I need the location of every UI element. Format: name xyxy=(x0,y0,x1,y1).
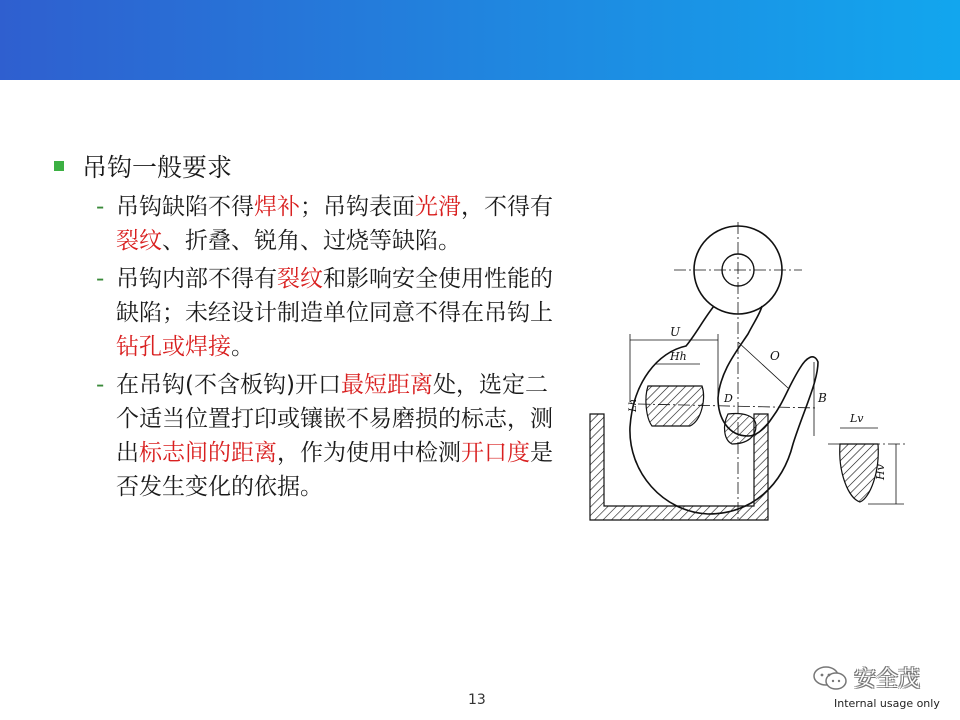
highlight-text: 焊补 xyxy=(254,194,300,220)
text-run: 、折叠、锐角、过烧等缺陷。 xyxy=(162,228,461,254)
list-item-3 xyxy=(50,368,570,504)
watermark xyxy=(812,662,920,693)
highlight-text: 钻孔或焊接 xyxy=(116,334,231,360)
label-hh: Hh xyxy=(670,350,687,363)
paragraph-2 xyxy=(116,262,556,364)
text-run: 处，选定二个适当位置打印或镶嵌不易磨损的标志，测出 xyxy=(116,372,553,466)
text-run: ；吊钩表面 xyxy=(300,194,415,220)
text-run: 吊钩缺陷不得 xyxy=(116,194,254,220)
highlight-text: 裂纹 xyxy=(116,228,162,254)
text-run: 。 xyxy=(231,334,254,360)
dash-marker: - xyxy=(96,194,105,220)
label-lh: Lh xyxy=(628,398,639,412)
label-hv: Hv xyxy=(874,464,887,480)
square-bullet-icon xyxy=(54,161,64,171)
heading xyxy=(50,146,570,186)
paragraph-1 xyxy=(116,190,556,258)
section-left xyxy=(646,386,704,426)
text-run: 在吊钩(不含板钩)开口 xyxy=(116,372,341,398)
list-item-1 xyxy=(50,190,570,258)
text-run: 是否发生变化的依据。 xyxy=(116,440,553,500)
highlight-text: 裂纹 xyxy=(277,266,323,292)
highlight-text: 开口度 xyxy=(461,440,530,466)
highlight-text: 标志间的距离 xyxy=(139,440,277,466)
section-right xyxy=(725,414,756,445)
dash-marker: - xyxy=(96,266,105,292)
list-item-2 xyxy=(50,262,570,364)
label-lv: Lv xyxy=(850,412,864,425)
label-o: O xyxy=(770,349,780,363)
hook-diagram xyxy=(578,222,908,532)
highlight-text: 光滑 xyxy=(415,194,461,220)
chat-bubble-icon xyxy=(812,665,848,691)
heading-text: 吊钩一般要求 xyxy=(82,153,233,182)
paragraph-3 xyxy=(116,368,556,504)
dash-marker: - xyxy=(96,372,105,398)
dim-o xyxy=(738,342,788,388)
text-run: ，不得有 xyxy=(461,194,553,220)
slide-content xyxy=(50,146,570,504)
watermark-text: 安全茂 xyxy=(854,667,921,692)
label-d: D xyxy=(724,392,733,405)
text-run: 吊钩内部不得有 xyxy=(116,266,277,292)
text-run: 和影响安全使用性能的缺陷；未经设计制造单位同意不得在吊钩上 xyxy=(116,266,553,326)
label-u: U xyxy=(670,325,681,339)
header-banner xyxy=(0,0,960,80)
section-vertical xyxy=(840,444,879,502)
text-run: ，作为使用中检测 xyxy=(277,440,461,466)
highlight-text: 最短距离 xyxy=(340,372,433,398)
footer-note: Internal usage only xyxy=(834,697,940,710)
label-b: B xyxy=(818,391,827,405)
page-number: 13 xyxy=(468,692,486,708)
